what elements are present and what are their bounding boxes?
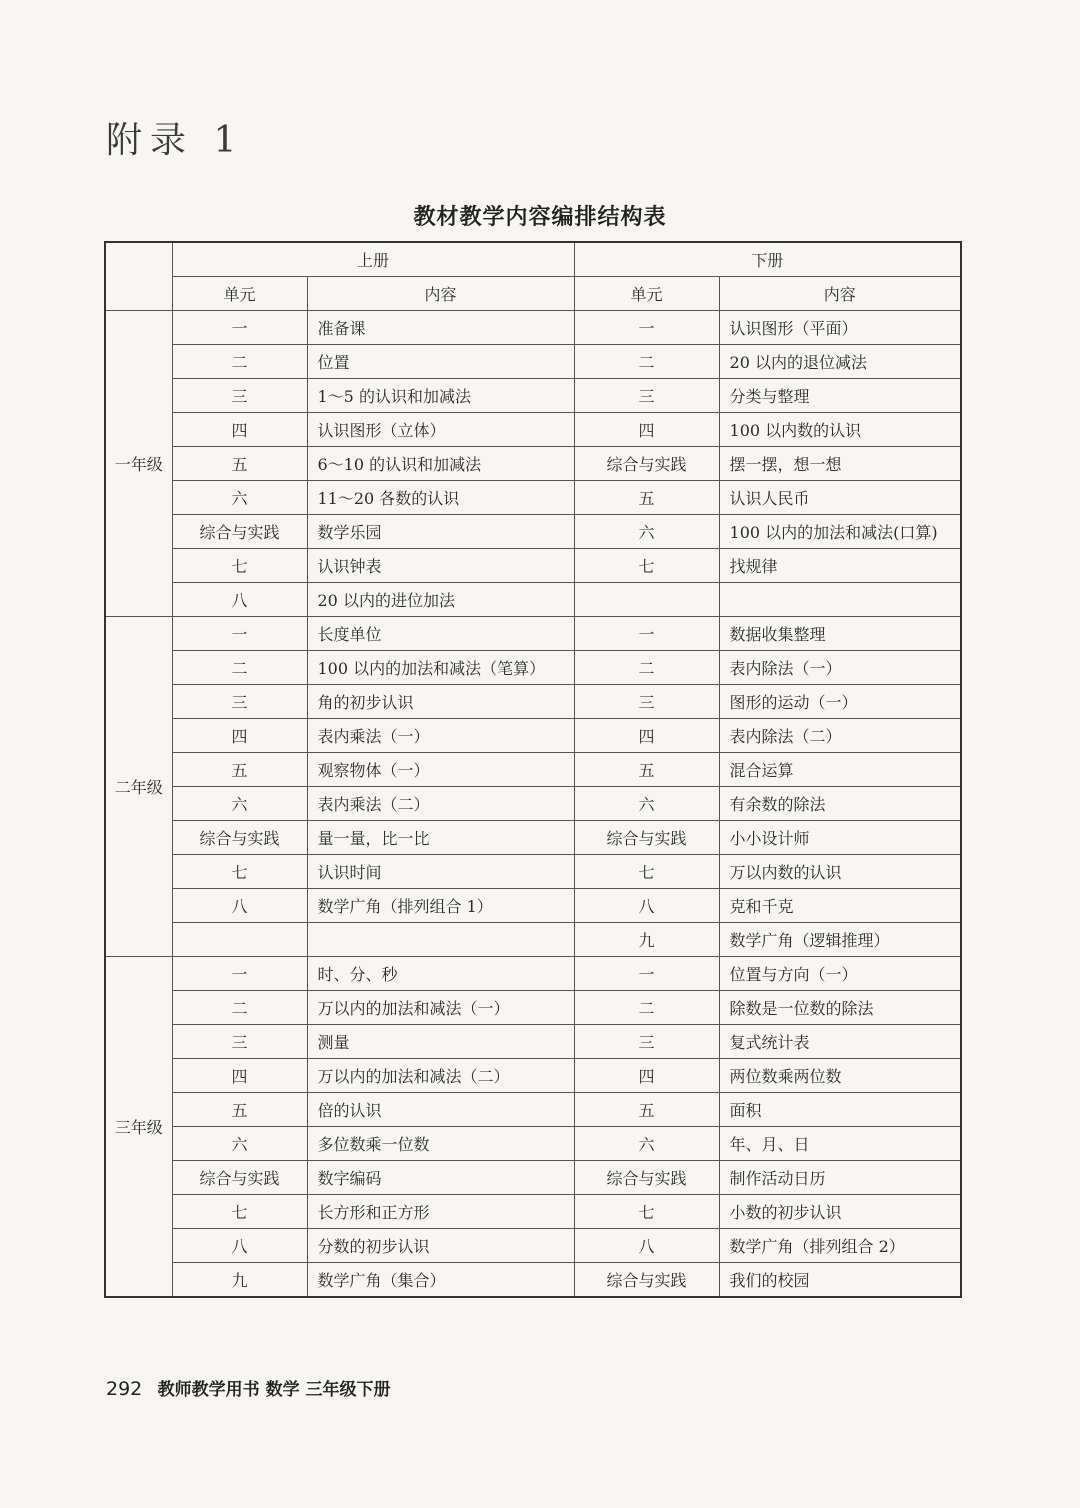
lower-content-cell: 数学广角（排列组合 2）	[719, 1229, 961, 1263]
lower-content-cell: 100 以内的加法和减法(口算)	[719, 515, 961, 549]
lower-content-cell	[719, 583, 961, 617]
upper-content-cell: 数字编码	[307, 1161, 574, 1195]
lower-unit-cell: 六	[574, 1127, 719, 1161]
lower-unit-cell: 综合与实践	[574, 1263, 719, 1298]
table-row	[105, 1025, 961, 1059]
upper-content-cell: 20 以内的进位加法	[307, 583, 574, 617]
upper-unit-cell: 三	[172, 379, 307, 413]
lower-content-cell: 面积	[719, 1093, 961, 1127]
lower-content-cell: 万以内数的认识	[719, 855, 961, 889]
upper-unit-cell: 五	[172, 1093, 307, 1127]
upper-unit-cell: 综合与实践	[172, 515, 307, 549]
lower-unit-cell: 一	[574, 311, 719, 345]
table-row	[105, 855, 961, 889]
upper-content-cell: 长方形和正方形	[307, 1195, 574, 1229]
upper-unit-cell: 六	[172, 1127, 307, 1161]
upper-content-cell: 11～20 各数的认识	[307, 481, 574, 515]
table-row	[105, 651, 961, 685]
upper-unit-cell: 四	[172, 413, 307, 447]
upper-unit-cell: 八	[172, 889, 307, 923]
lower-volume-header: 下册	[574, 242, 961, 277]
table-row	[105, 413, 961, 447]
lower-unit-cell: 九	[574, 923, 719, 957]
lower-unit-cell: 二	[574, 991, 719, 1025]
upper-unit-cell: 二	[172, 345, 307, 379]
lower-content-cell: 数学广角（逻辑推理）	[719, 923, 961, 957]
upper-content-cell: 测量	[307, 1025, 574, 1059]
table-row	[105, 1195, 961, 1229]
lower-content-cell: 找规律	[719, 549, 961, 583]
lower-content-cell: 除数是一位数的除法	[719, 991, 961, 1025]
lower-unit-cell: 二	[574, 345, 719, 379]
upper-unit-cell: 五	[172, 753, 307, 787]
lower-unit-cell: 七	[574, 1195, 719, 1229]
upper-content-cell: 位置	[307, 345, 574, 379]
upper-content-cell: 认识时间	[307, 855, 574, 889]
upper-content-cell: 长度单位	[307, 617, 574, 651]
table-row	[105, 311, 961, 345]
upper-content-cell: 量一量，比一比	[307, 821, 574, 855]
upper-unit-cell: 九	[172, 1263, 307, 1298]
grade-label: 一年级	[105, 311, 172, 617]
upper-unit-cell: 七	[172, 1195, 307, 1229]
lower-content-cell: 复式统计表	[719, 1025, 961, 1059]
upper-unit-cell: 八	[172, 583, 307, 617]
table-row	[105, 515, 961, 549]
lower-unit-cell: 五	[574, 481, 719, 515]
upper-content-cell: 数学广角（集合）	[307, 1263, 574, 1298]
upper-unit-cell: 综合与实践	[172, 1161, 307, 1195]
lower-content-cell: 认识图形（平面）	[719, 311, 961, 345]
upper-volume-header: 上册	[172, 242, 574, 277]
upper-unit-cell: 三	[172, 1025, 307, 1059]
lower-content-cell: 混合运算	[719, 753, 961, 787]
lower-unit-cell: 五	[574, 753, 719, 787]
lower-unit-cell: 六	[574, 787, 719, 821]
table-body	[105, 311, 961, 1298]
upper-content-cell: 时、分、秒	[307, 957, 574, 991]
table-row	[105, 379, 961, 413]
upper-content-cell: 万以内的加法和减法（一）	[307, 991, 574, 1025]
upper-content-cell: 表内乘法（二）	[307, 787, 574, 821]
lower-content-cell: 有余数的除法	[719, 787, 961, 821]
lower-content-cell: 100 以内数的认识	[719, 413, 961, 447]
page-footer	[106, 1375, 391, 1400]
upper-content-cell: 多位数乘一位数	[307, 1127, 574, 1161]
upper-content-cell: 倍的认识	[307, 1093, 574, 1127]
lower-content-cell: 20 以内的退位减法	[719, 345, 961, 379]
table-row	[105, 889, 961, 923]
upper-unit-cell: 七	[172, 855, 307, 889]
lower-unit-cell: 三	[574, 685, 719, 719]
lower-unit-cell: 综合与实践	[574, 821, 719, 855]
upper-unit-cell: 四	[172, 719, 307, 753]
lower-content-cell: 位置与方向（一）	[719, 957, 961, 991]
table-row	[105, 719, 961, 753]
lower-unit-cell: 一	[574, 957, 719, 991]
table-row	[105, 1093, 961, 1127]
lower-content-cell: 数据收集整理	[719, 617, 961, 651]
lower-unit-cell: 四	[574, 719, 719, 753]
upper-unit-cell: 二	[172, 991, 307, 1025]
lower-content-cell: 我们的校园	[719, 1263, 961, 1298]
header-row-columns	[105, 277, 961, 311]
upper-content-cell: 准备课	[307, 311, 574, 345]
lower-unit-cell: 八	[574, 1229, 719, 1263]
table-row	[105, 923, 961, 957]
grade-label: 三年级	[105, 957, 172, 1298]
upper-content-header: 内容	[307, 277, 574, 311]
upper-content-cell: 数学广角（排列组合 1）	[307, 889, 574, 923]
lower-unit-cell: 五	[574, 1093, 719, 1127]
upper-unit-cell: 八	[172, 1229, 307, 1263]
lower-content-cell: 表内除法（一）	[719, 651, 961, 685]
upper-unit-cell: 六	[172, 481, 307, 515]
table-row	[105, 1127, 961, 1161]
lower-content-cell: 分类与整理	[719, 379, 961, 413]
table-row	[105, 1161, 961, 1195]
upper-content-cell: 认识图形（立体）	[307, 413, 574, 447]
lower-unit-cell: 七	[574, 855, 719, 889]
upper-content-cell: 数学乐园	[307, 515, 574, 549]
upper-unit-cell: 综合与实践	[172, 821, 307, 855]
lower-unit-cell: 综合与实践	[574, 447, 719, 481]
curriculum-structure-table	[104, 241, 962, 1298]
page-number: 292	[106, 1378, 143, 1400]
table-row	[105, 991, 961, 1025]
table-row	[105, 787, 961, 821]
upper-unit-cell	[172, 923, 307, 957]
header-row-volumes	[105, 242, 961, 277]
upper-unit-cell: 三	[172, 685, 307, 719]
upper-content-cell: 表内乘法（一）	[307, 719, 574, 753]
grade-header-cell	[105, 242, 172, 311]
upper-content-cell: 角的初步认识	[307, 685, 574, 719]
lower-unit-cell: 八	[574, 889, 719, 923]
table-row	[105, 549, 961, 583]
lower-unit-cell: 四	[574, 1059, 719, 1093]
lower-content-cell: 两位数乘两位数	[719, 1059, 961, 1093]
grade-label: 二年级	[105, 617, 172, 957]
upper-content-cell	[307, 923, 574, 957]
upper-content-cell: 1～5 的认识和加减法	[307, 379, 574, 413]
lower-content-cell: 小小设计师	[719, 821, 961, 855]
table-row	[105, 481, 961, 515]
lower-content-cell: 制作活动日历	[719, 1161, 961, 1195]
lower-unit-cell: 三	[574, 1025, 719, 1059]
table-title: 教材教学内容编排结构表	[413, 205, 667, 230]
upper-unit-cell: 二	[172, 651, 307, 685]
lower-unit-cell: 一	[574, 617, 719, 651]
upper-content-cell: 分数的初步认识	[307, 1229, 574, 1263]
lower-content-cell: 小数的初步认识	[719, 1195, 961, 1229]
lower-unit-cell: 四	[574, 413, 719, 447]
table-row	[105, 685, 961, 719]
table-row	[105, 821, 961, 855]
table-row	[105, 753, 961, 787]
lower-unit-cell: 综合与实践	[574, 1161, 719, 1195]
upper-content-cell: 100 以内的加法和减法（笔算）	[307, 651, 574, 685]
lower-content-cell: 摆一摆，想一想	[719, 447, 961, 481]
upper-unit-cell: 一	[172, 311, 307, 345]
lower-content-cell: 克和千克	[719, 889, 961, 923]
lower-unit-cell: 六	[574, 515, 719, 549]
lower-unit-cell: 三	[574, 379, 719, 413]
upper-content-cell: 观察物体（一）	[307, 753, 574, 787]
table-row	[105, 1263, 961, 1298]
upper-content-cell: 万以内的加法和减法（二）	[307, 1059, 574, 1093]
table-row	[105, 583, 961, 617]
table-row	[105, 1229, 961, 1263]
upper-unit-cell: 四	[172, 1059, 307, 1093]
table-row	[105, 957, 961, 991]
lower-unit-header: 单元	[574, 277, 719, 311]
lower-content-cell: 表内除法（二）	[719, 719, 961, 753]
table-row	[105, 345, 961, 379]
lower-content-cell: 图形的运动（一）	[719, 685, 961, 719]
upper-unit-cell: 七	[172, 549, 307, 583]
table-row	[105, 447, 961, 481]
lower-content-header: 内容	[719, 277, 961, 311]
upper-unit-cell: 六	[172, 787, 307, 821]
lower-content-cell: 年、月、日	[719, 1127, 961, 1161]
lower-unit-cell: 七	[574, 549, 719, 583]
lower-content-cell: 认识人民币	[719, 481, 961, 515]
upper-unit-header: 单元	[172, 277, 307, 311]
lower-unit-cell: 二	[574, 651, 719, 685]
book-title: 教师教学用书 数学 三年级下册	[157, 1380, 391, 1400]
upper-content-cell: 6～10 的认识和加减法	[307, 447, 574, 481]
appendix-title: 附录 1	[106, 120, 245, 161]
table-row	[105, 617, 961, 651]
table-row	[105, 1059, 961, 1093]
upper-unit-cell: 一	[172, 957, 307, 991]
upper-unit-cell: 五	[172, 447, 307, 481]
upper-unit-cell: 一	[172, 617, 307, 651]
upper-content-cell: 认识钟表	[307, 549, 574, 583]
lower-unit-cell	[574, 583, 719, 617]
